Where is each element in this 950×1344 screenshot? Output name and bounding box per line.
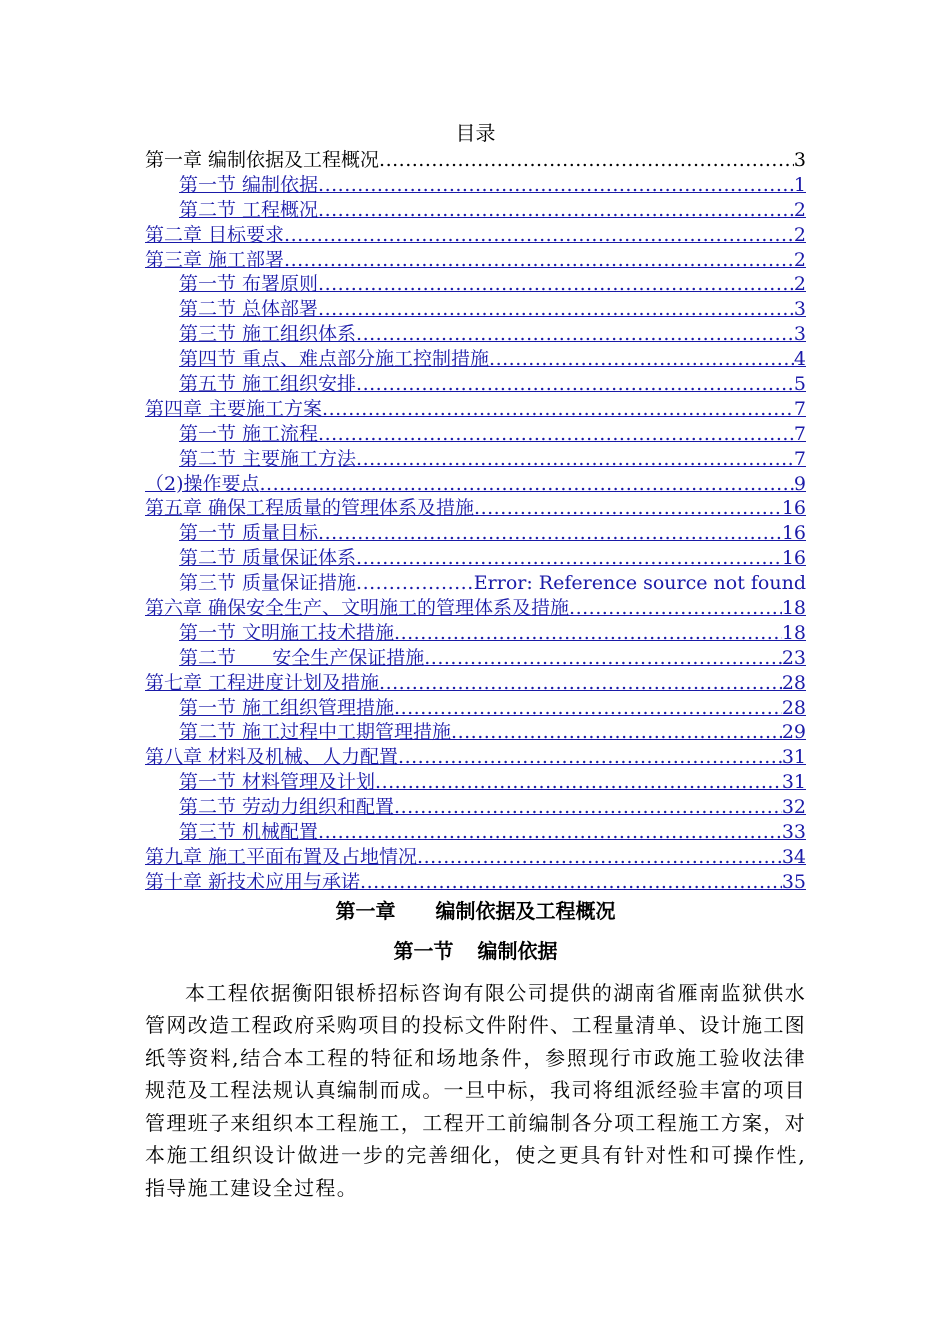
section-heading [145, 937, 806, 965]
toc-entry-section[interactable]: 第二节 安全生产保证措施 ..... 23 [145, 646, 806, 671]
body-paragraph: 本工程依据衡阳银桥招标咨询有限公司提供的湖南省雁南监狱供水管网改造工程政府采购项目的投标文件附件、工程量清单、设计施工图纸等资料,结合本工程的特征和场地条件，参照现行市政施工验收法律规范及工程法规认真编制而成。一旦中标，我司将组派经验丰富的项目管理班子来组织本工程施工，工程开工前编制各分项工程施工方案，对本施工组织设计做进一步的完善细化，使之更具有针对性和可操作性,指导施工建设全过程。 [145, 980, 806, 1200]
toc-entry-chapter[interactable]: 第五章 确保工程质量的管理体系及措施 ..... 16 [145, 496, 806, 521]
toc-entry-chapter[interactable]: 第七章 工程进度计划及措施 ..... 28 [145, 671, 806, 696]
toc-entry-chapter[interactable]: 第八章 材料及机械、人力配置 ..... 31 [145, 745, 806, 770]
toc-entry-section[interactable]: 第二节 质量保证体系 ..... 16 [145, 546, 806, 571]
chapter-title: 编制依据及工程概况 [435, 898, 616, 923]
toc-entry-section[interactable]: 第二节 工程概况 ..... 2 [145, 198, 806, 223]
toc-entry-section[interactable]: 第三节 机械配置 ..... 33 [145, 820, 806, 845]
toc-entry-subsection[interactable]: （2)操作要点 ..... 9 [145, 472, 806, 497]
document-page [145, 118, 806, 1224]
toc-entry-chapter[interactable]: 第一章 编制依据及工程概况 ..... 3 [145, 148, 806, 173]
toc-entry-chapter[interactable]: 第六章 确保安全生产、文明施工的管理体系及措施 ..... 18 [145, 596, 806, 621]
toc-title: 目录 [455, 121, 496, 145]
toc-entry-section[interactable]: 第五节 施工组织安排 ..... 5 [145, 372, 806, 397]
toc-entry-section[interactable]: 第一节 质量目标 ..... 16 [145, 521, 806, 546]
toc-entry-section[interactable]: 第一节 文明施工技术措施 ..... 18 [145, 621, 806, 646]
table-of-contents [145, 148, 806, 895]
toc-entry-chapter[interactable]: 第九章 施工平面布置及占地情况 ..... 34 [145, 845, 806, 870]
toc-entry-section[interactable]: 第一节 布署原则 ..... 2 [145, 272, 806, 297]
toc-entry-section[interactable]: 第二节 劳动力组织和配置 ..... 32 [145, 795, 806, 820]
chapter-number: 第一章 [335, 898, 396, 923]
toc-entry-chapter[interactable]: 第二章 目标要求 ..... 2 [145, 223, 806, 248]
toc-entry-section[interactable]: 第一节 施工组织管理措施 ..... 28 [145, 696, 806, 721]
toc-entry-section[interactable]: 第一节 材料管理及计划 ..... 31 [145, 770, 806, 795]
toc-entry-section[interactable]: 第三节 施工组织体系 ..... 3 [145, 322, 806, 347]
toc-entry-section[interactable]: 第二节 施工过程中工期管理措施 ..... 29 [145, 720, 806, 745]
toc-entry-section[interactable]: 第三节 质量保证措施 ..... Error: Reference source not found [145, 571, 806, 596]
toc-entry-section[interactable]: 第一节 编制依据 ..... 1 [145, 173, 806, 198]
section-title: 编制依据 [477, 938, 558, 963]
toc-entry-chapter[interactable]: 第十章 新技术应用与承诺 ..... 35 [145, 870, 806, 895]
section-number: 第一节 [393, 938, 454, 963]
chapter-heading [145, 897, 806, 925]
toc-entry-chapter[interactable]: 第三章 施工部署 ..... 2 [145, 248, 806, 273]
toc-entry-section[interactable]: 第一节 施工流程 ..... 7 [145, 422, 806, 447]
toc-entry-chapter[interactable]: 第四章 主要施工方案 ..... 7 [145, 397, 806, 422]
toc-entry-section[interactable]: 第四节 重点、难点部分施工控制措施 ..... 4 [145, 347, 806, 372]
toc-entry-section[interactable]: 第二节 主要施工方法 ..... 7 [145, 447, 806, 472]
toc-entry-section[interactable]: 第二节 总体部署 ..... 3 [145, 297, 806, 322]
